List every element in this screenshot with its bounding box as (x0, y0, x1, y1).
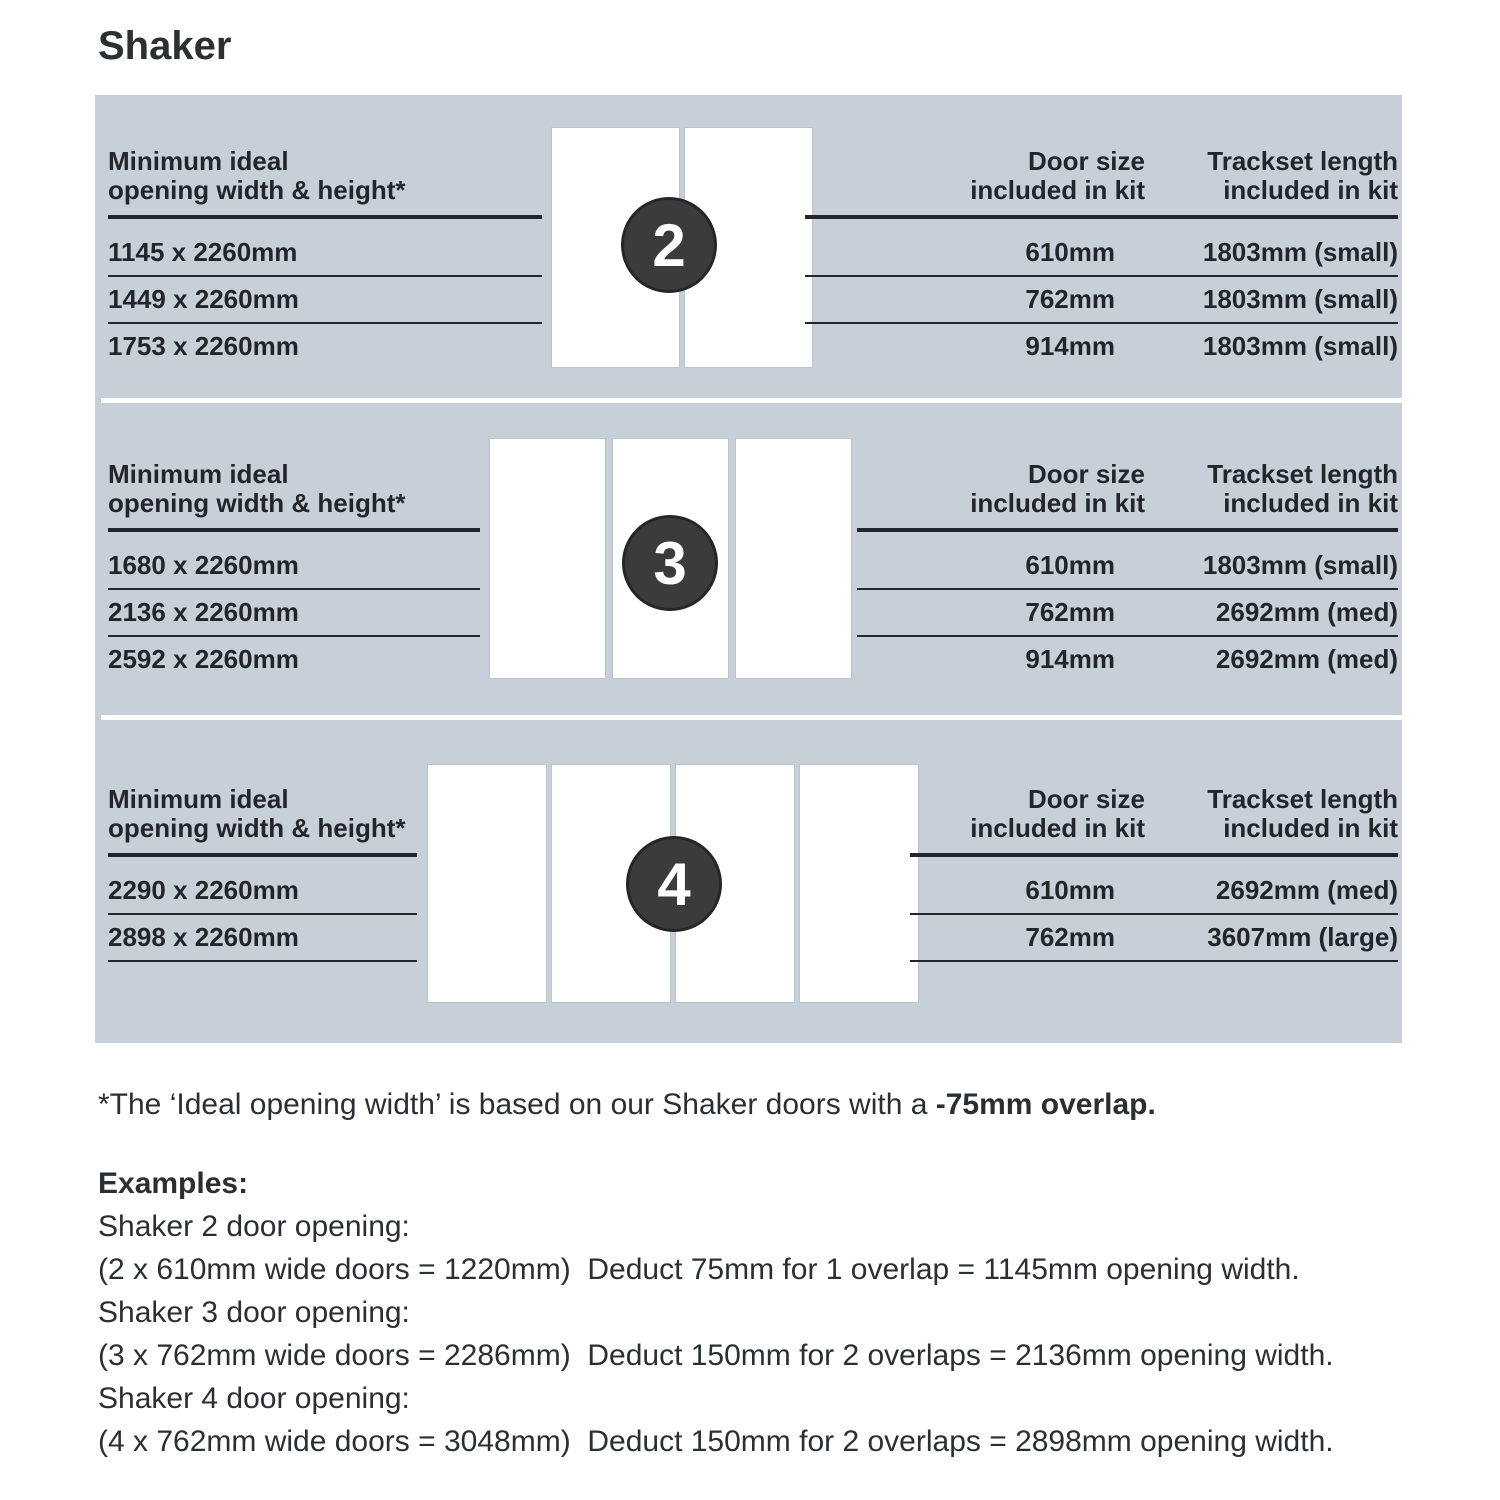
table-row: 2592 x 2260mm (108, 644, 299, 674)
footnote (98, 1088, 1156, 1122)
examples-heading: Examples: (98, 1167, 249, 1200)
header-line: Door size (1027, 784, 1145, 814)
kit-contents-header (805, 147, 1398, 219)
header-line: Door size (1027, 459, 1145, 489)
kit-contents-table (857, 460, 1398, 684)
door-panel (428, 765, 546, 1002)
header-line: Door size (1027, 146, 1145, 176)
opening-size-header (108, 785, 417, 857)
table-row (805, 324, 1398, 371)
header-line: included in kit (970, 175, 1145, 205)
table-row: 2136 x 2260mm (108, 590, 480, 637)
kit-section-2-door (95, 95, 1402, 400)
door-count-badge (622, 515, 718, 611)
table-row (857, 590, 1398, 637)
table-row (805, 230, 1398, 277)
table-row (805, 277, 1398, 324)
door-count-number: 3 (653, 529, 687, 597)
trackset-cell: 2692mm (med) (1215, 644, 1398, 674)
door-panel (490, 439, 605, 678)
header-line: included in kit (970, 813, 1145, 843)
door-count-number: 2 (652, 211, 686, 279)
example-line: (4 x 762mm wide doors = 3048mm) Deduct 150mm for 2 overlaps = 2898mm opening width. (98, 1425, 1334, 1458)
example-line: (2 x 610mm wide doors = 1220mm) Deduct 75mm for 1 overlap = 1145mm opening width. (98, 1253, 1300, 1286)
door-size-cell: 610mm (1025, 237, 1115, 267)
header-line: opening width & height* (108, 813, 406, 843)
trackset-cell: 1803mm (small) (1202, 237, 1398, 267)
table-row (857, 543, 1398, 590)
door-count-number: 4 (657, 850, 691, 918)
footnote-text: *The ‘Ideal opening width’ is based on our Shaker doors with a (98, 1088, 936, 1121)
example-line: (3 x 762mm wide doors = 2286mm) Deduct 150mm for 2 overlaps = 2136mm opening width. (98, 1339, 1334, 1372)
header-line: Minimum ideal (108, 459, 289, 489)
opening-size-table (108, 147, 542, 371)
example-line: Shaker 4 door opening: (98, 1382, 410, 1415)
header-line: included in kit (1223, 813, 1398, 843)
table-row (910, 868, 1398, 915)
opening-size-header (108, 147, 542, 219)
header-line: Trackset length (1207, 146, 1398, 176)
door-size-cell: 762mm (1025, 922, 1115, 952)
trackset-cell: 3607mm (large) (1207, 922, 1398, 952)
door-panel (736, 439, 851, 678)
kit-contents-table (805, 147, 1398, 371)
header-line: included in kit (1223, 175, 1398, 205)
header-line: opening width & height* (108, 488, 406, 518)
door-size-cell: 914mm (1025, 644, 1115, 674)
opening-size-header (108, 460, 480, 532)
kit-section-3-door (95, 400, 1402, 717)
table-row: 1145 x 2260mm (108, 230, 542, 277)
kit-contents-header (910, 785, 1398, 857)
door-size-cell: 762mm (1025, 597, 1115, 627)
kit-contents-table (910, 785, 1398, 962)
door-panel (800, 765, 918, 1002)
trackset-cell: 2692mm (med) (1215, 875, 1398, 905)
header-line: Minimum ideal (108, 146, 289, 176)
header-line: included in kit (970, 488, 1145, 518)
header-line: opening width & height* (108, 175, 406, 205)
opening-size-table (108, 460, 480, 684)
door-size-cell: 610mm (1025, 550, 1115, 580)
shaker-spec-panel (95, 95, 1402, 1043)
door-size-cell: 610mm (1025, 875, 1115, 905)
example-line: Shaker 2 door opening: (98, 1210, 410, 1243)
door-count-badge (626, 836, 722, 932)
trackset-cell: 1803mm (small) (1202, 284, 1398, 314)
header-line: Trackset length (1207, 784, 1398, 814)
table-row: 1680 x 2260mm (108, 543, 480, 590)
trackset-cell: 2692mm (med) (1215, 597, 1398, 627)
trackset-cell: 1803mm (small) (1202, 331, 1398, 361)
footnote-bold: -75mm overlap. (935, 1088, 1156, 1121)
table-row: 2898 x 2260mm (108, 915, 417, 962)
table-row (910, 915, 1398, 962)
kit-section-4-door (95, 717, 1402, 1043)
door-size-cell: 762mm (1025, 284, 1115, 314)
trackset-cell: 1803mm (small) (1202, 550, 1398, 580)
table-row: 2290 x 2260mm (108, 868, 417, 915)
kit-contents-header (857, 460, 1398, 532)
table-row (857, 637, 1398, 684)
table-row: 1753 x 2260mm (108, 331, 299, 361)
header-line: Trackset length (1207, 459, 1398, 489)
header-line: Minimum ideal (108, 784, 289, 814)
header-line: included in kit (1223, 488, 1398, 518)
example-line: Shaker 3 door opening: (98, 1296, 410, 1329)
door-size-cell: 914mm (1025, 331, 1115, 361)
examples-block (98, 1162, 1334, 1463)
opening-size-table (108, 785, 417, 962)
page-title: Shaker (98, 24, 232, 68)
door-count-badge (621, 197, 717, 293)
table-row: 1449 x 2260mm (108, 277, 542, 324)
